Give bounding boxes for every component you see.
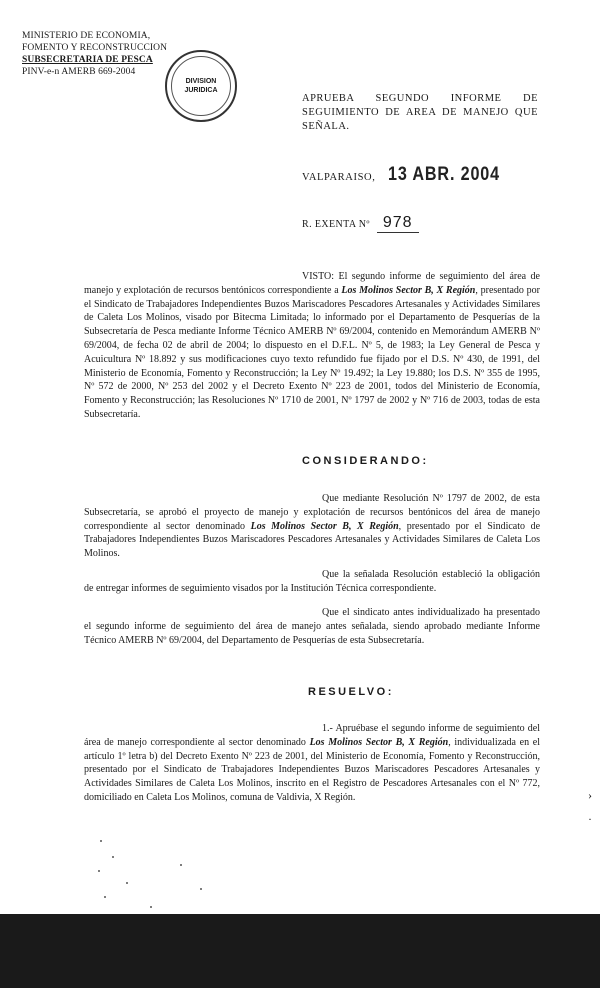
scan-noise-dots	[60, 836, 260, 916]
considerando-heading: CONSIDERANDO:	[302, 455, 429, 467]
resolution-label: R. EXENTA Nº	[302, 219, 370, 230]
visto-text-1: El segundo informe de seguimiento del área de manejo y explotación de recursos bentónicos correspondiente a	[84, 271, 540, 296]
visto-lead: VISTO:	[302, 271, 335, 282]
visto-sector-name: Los Molinos Sector B, X Región	[341, 284, 476, 296]
resuelvo-p1-sector-name: Los Molinos Sector B, X Región	[309, 736, 449, 748]
resuelvo-p1-text-2: , individualizada en el artículo 1º letra b) del Decreto Exento Nº 223 de 2001, del Ministerio de Economía, Fomento y Reconstrucción, presentado por el Sindicato de Trabajadores Independientes Buzos Mariscadores Pescadores Artesanales y Actividades Similares de Caleta Los Molinos, inscrito en el Registro de Pescadores Artesanales con el Nº 772, domiciliado en Caleta Los Molinos, comuna de Valdivia, X Región.	[84, 736, 540, 803]
letterhead-line-subsecretaria: SUBSECRETARIA DE PESCA	[22, 55, 153, 65]
margin-marks: › ·	[588, 788, 592, 826]
resuelvo-paragraph-1	[84, 722, 540, 805]
seal-ring	[171, 56, 231, 116]
considerando-p1-text-2: , presentado por el Sindicato de Trabajadores Independientes Buzos Mariscadores Pescadores Artesanales y Actividades Similares de Caleta Los Molinos.	[84, 520, 541, 560]
considerando-paragraph-2	[84, 568, 540, 596]
resuelvo-heading: RESUELVO:	[308, 686, 394, 698]
scan-bottom-edge	[0, 914, 600, 988]
considerando-p1-sector-name: Los Molinos Sector B, X Región	[250, 520, 399, 532]
letterhead-line-reference: PINV-e-n AMERB 669-2004	[22, 67, 136, 77]
considerando-p1-text-1: Que mediante Resolución Nº 1797 de 2002, de esta Subsecretaría, se aprobó el proyecto de manejo y explotación de recursos bentónicos del área de manejo correspondiente al sector denominado	[84, 493, 540, 532]
resolution-number	[302, 214, 419, 233]
considerando-p3-text: Que el sindicato antes individualizado ha presentado el segundo informe de seguimiento del área de manejo antes señalada, siendo aprobado mediante Informe Técnico AMERB Nº 69/2004, del Departamento de Pesquerías de esta Subsecretaría.	[84, 607, 540, 646]
seal-text-division: DIVISION	[185, 78, 217, 85]
letterhead-line-ministry: MINISTERIO DE ECONOMIA,	[22, 31, 151, 41]
seal-text-juridica: JURIDICA	[184, 87, 218, 94]
place: VALPARAISO,	[302, 172, 376, 183]
resuelvo-p1-text-1: 1.- Apruébase el segundo informe de seguimiento del área de manejo correspondiente al sector denominado	[84, 723, 540, 748]
date-stamp: 13 ABR. 2004	[388, 164, 500, 185]
resolution-number-value: 978	[377, 214, 419, 233]
visto-paragraph	[84, 270, 540, 422]
place-and-date	[302, 164, 520, 186]
considerando-paragraph-3	[84, 606, 540, 647]
visto-text-2: , presentado por el Sindicato de Trabajadores Independientes Buzos Mariscadores Pescadores Artesanales y Actividades Similares de Caleta Los Molinos, visado por Bitecma Limitada; lo informado por el Departamento de Pesquerías de la Subsecretaría de Pesca mediante Informe Técnico AMERB Nº 69/2004, contenido en Memorándum AMERB Nº 69/2004, de fecha 02 de abril de 2004; lo dispuesto en el D.F.L. Nº 5, de 1983; la Ley General de Pesca y Acuicultura Nº 18.892 y sus modificaciones cuyo texto refundido fue fijado por el D.S. Nº 430, de 1991, del Ministerio de Economía, Fomento y Reconstrucción; la Ley Nº 19.492; la Ley 19.880; los D.S. Nº 355 de 1995, Nº 572 de 2000, Nº 253 del 2002 y el Decreto Exento Nº 223 de 2001, todos del Ministerio de Economía, Fomento y Reconstrucción; las Resoluciones Nº 1710 de 2001, Nº 1797 de 2002 y Nº 716 de 2003, todas de esta Subsecretaría.	[84, 284, 540, 420]
considerando-paragraph-1	[84, 492, 540, 561]
letterhead-line-fomento: FOMENTO Y RECONSTRUCCION	[22, 43, 168, 53]
division-juridica-seal	[165, 50, 237, 122]
considerando-p2-text: Que la señalada Resolución estableció la obligación de entregar informes de seguimiento visados por la Institución Técnica correspondiente.	[84, 569, 540, 594]
document-subject: APRUEBA SEGUNDO INFORME DE SEGUIMIENTO DE AREA DE MANEJO QUE SEÑALA.	[302, 93, 538, 132]
